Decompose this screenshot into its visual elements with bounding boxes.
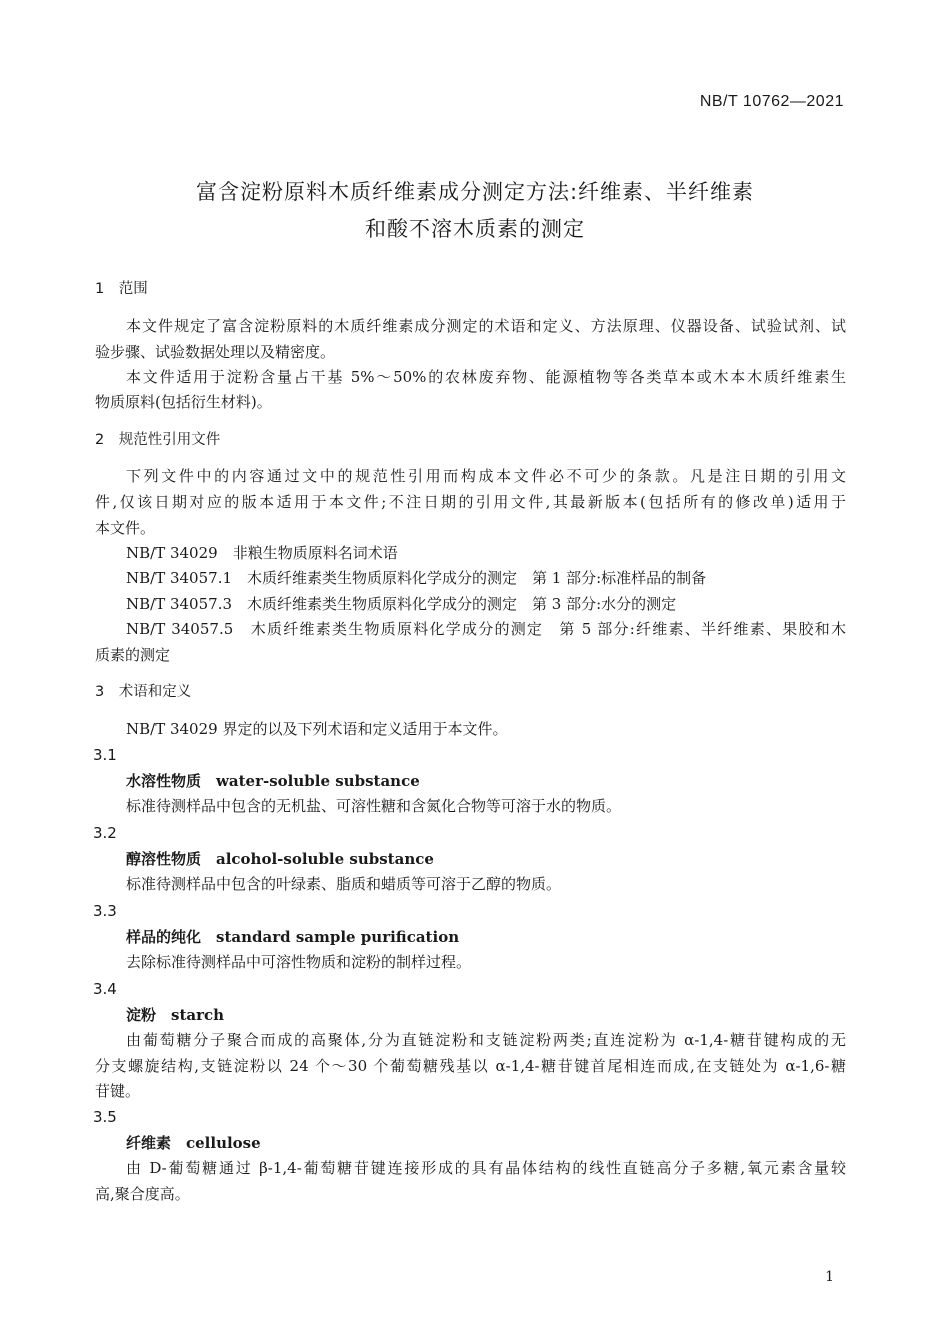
paragraph-line: 物质原料(包括衍生材料)。 (95, 393, 272, 411)
term-definition: 分支螺旋结构,支链淀粉以 24 个～30 个葡萄糖残基以 α-1,4-糖苷键首尾相连而成,在支链处为 α-1,6-糖 (95, 1057, 846, 1075)
paragraph-line: NB/T 34029 界定的以及下列术语和定义适用于本文件。 (126, 720, 508, 738)
reference-item: NB/T 34057.3 木质纤维素类生物质原料化学成分的测定 第 3 部分:水分的测定 (126, 595, 677, 613)
term-definition: 高,聚合度高。 (95, 1185, 190, 1203)
term-title: 醇溶性物质 alcohol-soluble substance (126, 850, 434, 868)
paragraph-line: 本文件。 (95, 519, 156, 537)
paragraph-line: 下列文件中的内容通过文中的规范性引用而构成本文件必不可少的条款。凡是注日期的引用文 (126, 467, 846, 485)
term-title: 纤维素 cellulose (126, 1134, 261, 1152)
term-title: 水溶性物质 water-soluble substance (126, 772, 420, 790)
paragraph-line: 本文件规定了富含淀粉原料的木质纤维素成分测定的术语和定义、方法原理、仪器设备、试验试剂、试 (126, 317, 846, 335)
term-number: 3.3 (93, 902, 117, 920)
paragraph-line: 本文件适用于淀粉含量占干基 5%～50%的农林废弃物、能源植物等各类草本或木本木质纤维素生 (126, 368, 846, 386)
term-number: 3.1 (93, 746, 117, 764)
term-number: 3.2 (93, 824, 117, 842)
section-heading-scope: 1 范围 (95, 281, 148, 297)
document-title-line-1: 富含淀粉原料木质纤维素成分测定方法:纤维素、半纤维素 (195, 180, 755, 204)
term-definition: 标准待测样品中包含的无机盐、可溶性糖和含氮化合物等可溶于水的物质。 (126, 797, 622, 815)
standard-number: NB/T 10762—2021 (699, 93, 844, 110)
paragraph-line: 验步骤、试验数据处理以及精密度。 (95, 343, 336, 361)
document-title-line-2: 和酸不溶木质素的测定 (365, 217, 585, 241)
term-title: 淀粉 starch (126, 1006, 225, 1024)
section-heading-terms-definitions: 3 术语和定义 (95, 684, 192, 700)
reference-item-continuation: 质素的测定 (95, 646, 171, 664)
term-definition: 由 D-葡萄糖通过 β-1,4-葡萄糖苷键连接形成的具有晶体结构的线性直链高分子多糖,氧元素含量较 (126, 1159, 846, 1177)
reference-item: NB/T 34057.1 木质纤维素类生物质原料化学成分的测定 第 1 部分:标准样品的制备 (126, 569, 707, 587)
term-definition: 由葡萄糖分子聚合而成的高聚体,分为直链淀粉和支链淀粉两类;直连淀粉为 α-1,4-糖苷键构成的无 (126, 1031, 846, 1049)
section-heading-normative-references: 2 规范性引用文件 (95, 432, 221, 448)
term-title: 样品的纯化 standard sample purification (126, 928, 460, 946)
term-definition: 去除标准待测样品中可溶性物质和淀粉的制样过程。 (126, 953, 472, 971)
page-number: 1 (825, 1269, 834, 1285)
reference-item: NB/T 34029 非粮生物质原料名词术语 (126, 544, 398, 562)
term-definition: 标准待测样品中包含的叶绿素、脂质和蜡质等可溶于乙醇的物质。 (126, 875, 562, 893)
term-number: 3.5 (93, 1108, 117, 1126)
paragraph-line: 件,仅该日期对应的版本适用于本文件;不注日期的引用文件,其最新版本(包括所有的修改单)适用于 (95, 493, 846, 511)
reference-item: NB/T 34057.5 木质纤维素类生物质原料化学成分的测定 第 5 部分:纤维素、半纤维素、果胶和木 (126, 620, 846, 638)
term-number: 3.4 (93, 980, 117, 998)
term-definition: 苷键。 (95, 1082, 141, 1100)
